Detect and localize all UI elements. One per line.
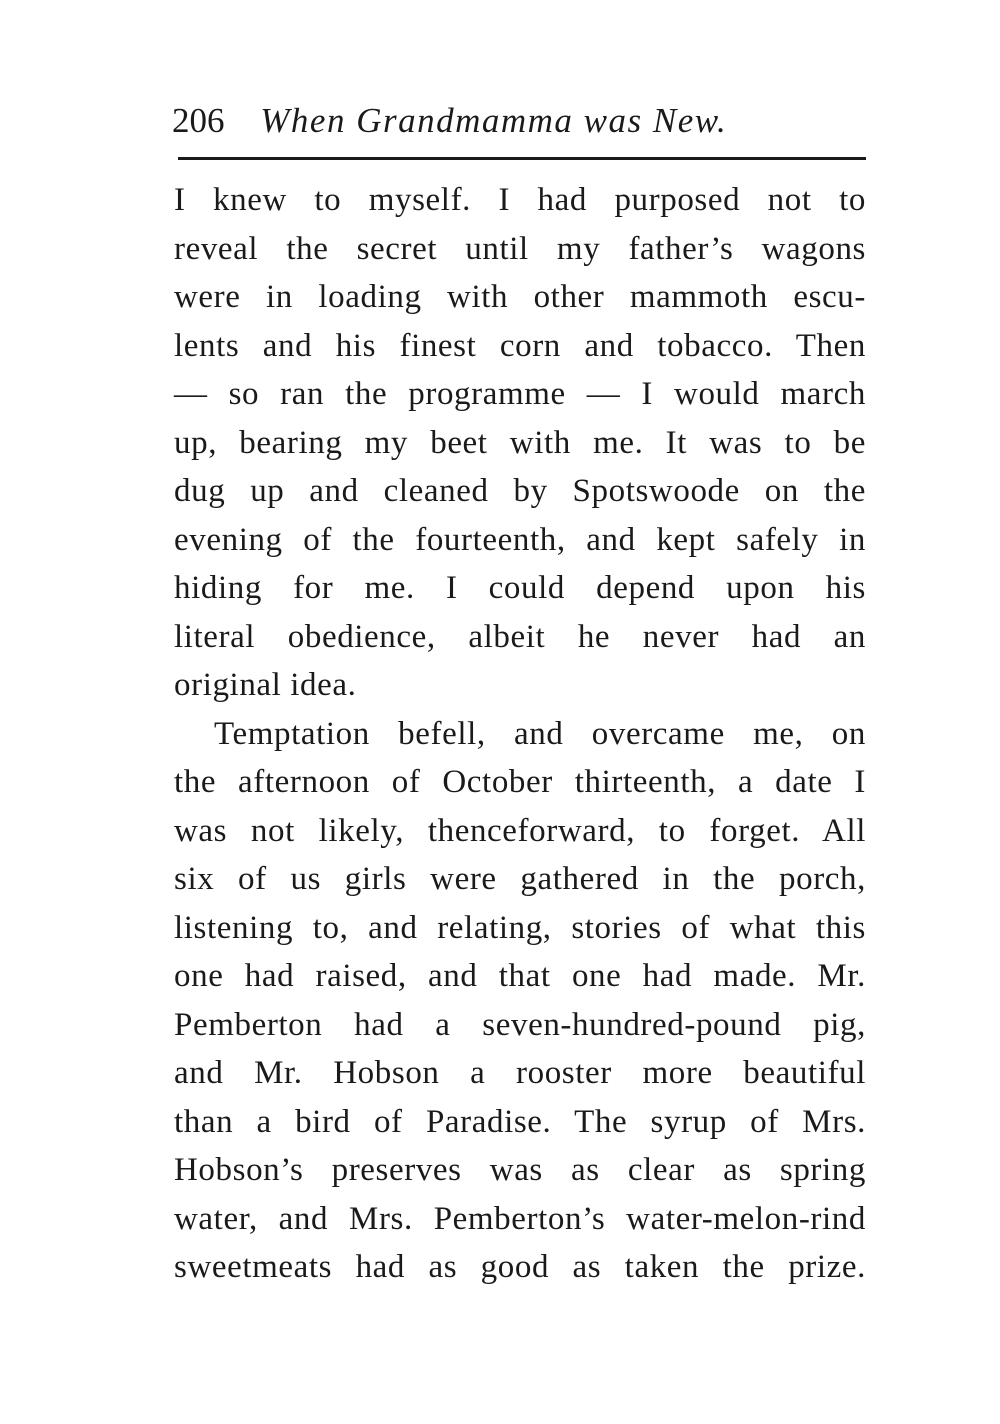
text-line: the afternoon of October thirteenth, a date I [174,764,866,800]
text-line: I knew to myself. I had purposed not to [174,182,866,218]
text-line: reveal the secret until my father’s wagons [174,230,866,267]
text-line: sweetmeats had as good as taken the prize. [174,1249,866,1285]
running-title: When Grandmamma was New. [260,101,728,140]
text-line: — so ran the programme — I would march [174,376,866,412]
text-line: up, bearing my beet with me. It was to be [174,424,866,461]
text-line: lents and his finest corn and tobacco. Then [174,327,866,364]
body-text [174,176,866,1292]
text-line-paragraph-start: Temptation befell, and overcame me, on [214,715,866,752]
text-line: six of us girls were gathered in the porch, [174,861,866,897]
page-number: 206 [172,101,225,140]
text-line: literal obedience, albeit he never had an [174,618,866,655]
text-line: hiding for me. I could depend upon his [174,570,866,606]
text-line: and Mr. Hobson a rooster more beautiful [174,1055,866,1091]
text-line-paragraph-end: original idea. [174,667,357,703]
text-line: one had raised, and that one had made. Mr. [174,958,866,994]
header-rule [178,157,866,160]
text-line: dug up and cleaned by Spotswoode on the [174,473,866,509]
text-line: than a bird of Paradise. The syrup of Mrs. [174,1103,866,1140]
text-line: Pemberton had a seven-hundred-pound pig, [174,1006,866,1043]
text-line: evening of the fourteenth, and kept safely in [174,521,866,558]
text-line: listening to, and relating, stories of what this [174,909,866,946]
text-line: water, and Mrs. Pemberton’s water-melon-rind [174,1200,866,1237]
text-line: were in loading with other mammoth escu- [174,279,866,315]
page-header [172,96,872,146]
text-line: was not likely, thenceforward, to forget. All [174,812,866,849]
text-line: Hobson’s preserves was as clear as spring [174,1152,866,1188]
